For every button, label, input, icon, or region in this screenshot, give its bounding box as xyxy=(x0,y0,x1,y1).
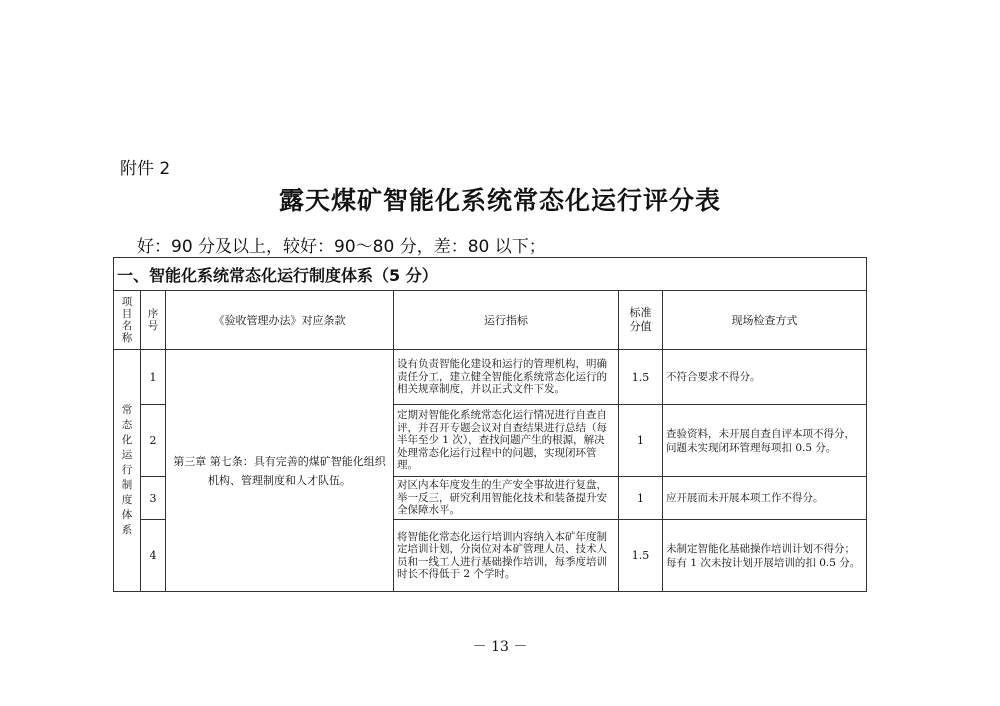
col-header-score: 标准分值 xyxy=(619,291,663,350)
col-header-clause: 《验收管理办法》对应条款 xyxy=(166,291,394,350)
page-title: 露天煤矿智能化系统常态化运行评分表 xyxy=(278,186,721,215)
col-header-check: 现场检查方式 xyxy=(663,291,867,350)
scoring-table xyxy=(113,257,867,592)
attachment-label: 附件 2 xyxy=(120,159,171,179)
row-number: 3 xyxy=(141,477,166,520)
score-cell: 1 xyxy=(619,405,663,477)
check-method-cell: 查验资料，未开展自查自评本项不得分，问题未实现闭环管理每项扣 0.5 分。 xyxy=(663,405,867,477)
row-number: 1 xyxy=(141,350,166,405)
col-header-seq: 序号 xyxy=(141,291,166,350)
table-row xyxy=(114,350,867,405)
row-number: 2 xyxy=(141,405,166,477)
indicator-cell: 定期对智能化系统常态化运行情况进行自查自评，并召开专题会议对自查结果进行总结（每半年至少 1 次），查找问题产生的根源，解决处理常态化运行过程中的问题，实现闭环管理。 xyxy=(394,405,619,477)
row-number: 4 xyxy=(141,520,166,592)
section-title: 一、智能化系统常态化运行制度体系（5 分） xyxy=(114,258,867,291)
grading-legend: 好：90 分及以上，较好：90～80 分，差：80 以下； xyxy=(137,237,546,257)
score-cell: 1 xyxy=(619,477,663,520)
indicator-cell: 对区内本年度发生的生产安全事故进行复盘，举一反三，研究利用智能化技术和装备提升安全保障水平。 xyxy=(394,477,619,520)
indicator-cell: 将智能化常态化运行培训内容纳入本矿年度制定培训计划，分岗位对本矿管理人员、技术人员和一线工人进行基础操作培训，每季度培训时长不得低于 2 个学时。 xyxy=(394,520,619,592)
col-header-indicator: 运行指标 xyxy=(394,291,619,350)
col-header-project-name: 项目名称 xyxy=(114,291,141,350)
score-cell: 1.5 xyxy=(619,520,663,592)
check-method-cell: 不符合要求不得分。 xyxy=(663,350,867,405)
project-name-cell: 常态化运行制度体系 xyxy=(114,350,141,592)
score-cell: 1.5 xyxy=(619,350,663,405)
indicator-cell: 设有负责智能化建设和运行的管理机构，明确责任分工，建立健全智能化系统常态化运行的相关规章制度，并以正式文件下发。 xyxy=(394,350,619,405)
page-number: － 13 － xyxy=(472,639,528,655)
check-method-cell: 未制定智能化基础操作培训计划不得分；每有 1 次未按计划开展培训的扣 0.5 分。 xyxy=(663,520,867,592)
table-header-row xyxy=(114,291,867,350)
check-method-cell: 应开展而未开展本项工作不得分。 xyxy=(663,477,867,520)
clause-cell: 第三章 第七条：具有完善的煤矿智能化组织机构、管理制度和人才队伍。 xyxy=(166,350,394,592)
